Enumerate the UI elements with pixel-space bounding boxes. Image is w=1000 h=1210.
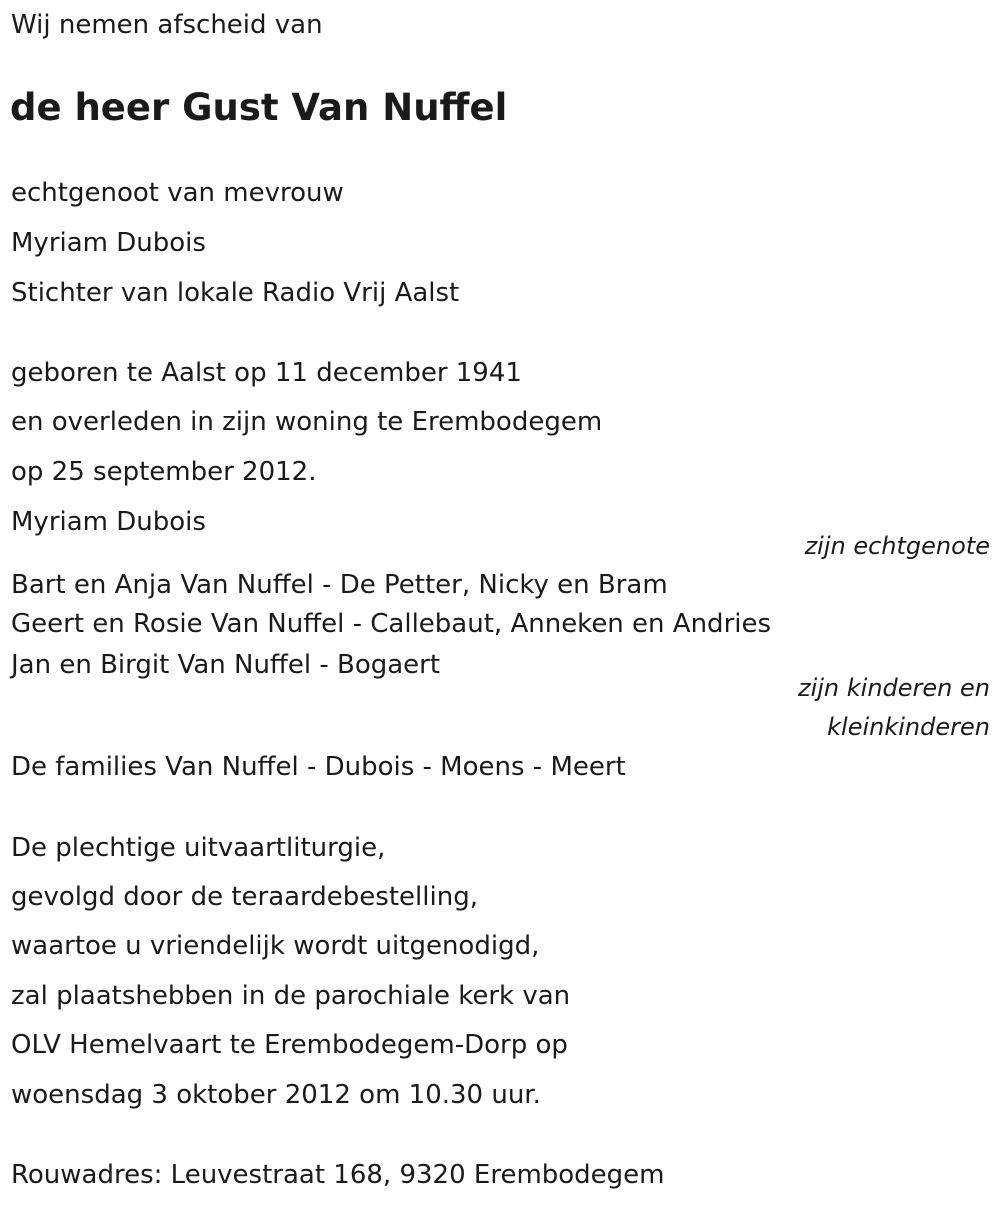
ceremony-line-3: waartoe u vriendelijk wordt uitgenodigd, (11, 931, 540, 961)
founder-line: Stichter van lokale Radio Vrij Aalst (11, 278, 460, 308)
ceremony-line-1: De plechtige uitvaartliturgie, (11, 833, 386, 863)
ceremony-line-5: OLV Hemelvaart te Erembodegem-Dorp op (11, 1030, 568, 1060)
spouse-signature: Myriam Dubois (11, 507, 206, 537)
ceremony-line-4: zal plaatshebben in de parochiale kerk van (11, 981, 571, 1011)
spouse-name: Myriam Dubois (11, 228, 206, 258)
children-role-line-2: kleinkinderen (827, 713, 990, 741)
ceremony-line-2: gevolgd door de teraardebestelling, (11, 882, 478, 912)
address-line: Rouwadres: Leuvestraat 168, 9320 Erembodegem (11, 1160, 665, 1190)
spouse-role: zijn echtgenote (804, 532, 990, 560)
children-line-2: Geert en Rosie Van Nuffel - Callebaut, Anneken en Andries (11, 609, 772, 639)
ceremony-line-6: woensdag 3 oktober 2012 om 10.30 uur. (11, 1080, 541, 1110)
death-date: op 25 september 2012. (11, 457, 317, 487)
deceased-name: de heer Gust Van Nuffel (10, 86, 508, 129)
families-line: De families Van Nuffel - Dubois - Moens - Meert (11, 752, 626, 782)
children-role-line-1: zijn kinderen en (798, 674, 990, 702)
birth-line: geboren te Aalst op 11 december 1941 (11, 358, 522, 388)
children-line-3: Jan en Birgit Van Nuffel - Bogaert (11, 650, 441, 680)
spouse-intro: echtgenoot van mevrouw (11, 178, 344, 208)
death-line: en overleden in zijn woning te Erembodegem (11, 407, 603, 437)
children-line-1: Bart en Anja Van Nuffel - De Petter, Nicky en Bram (11, 570, 668, 600)
intro-line: Wij nemen afscheid van (11, 10, 323, 40)
